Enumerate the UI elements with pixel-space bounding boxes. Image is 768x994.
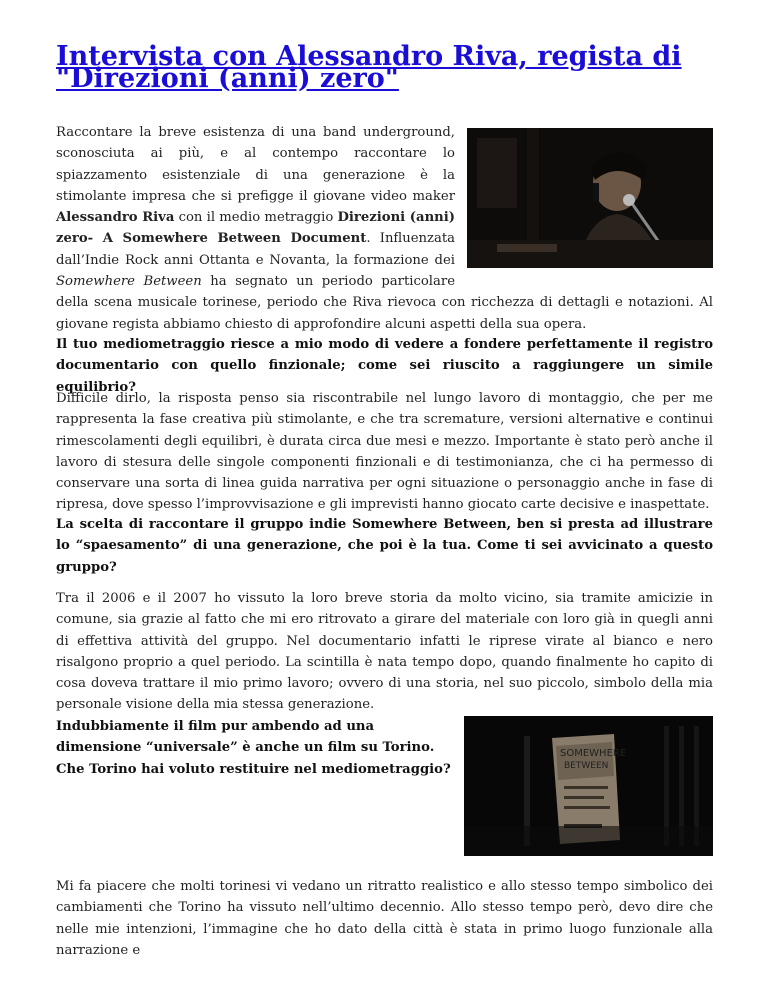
director-name: Alessandro Riva bbox=[56, 210, 175, 226]
intro-text-1: Raccontare la breve esistenza di una band underground, sconosciuta ai più, e al contempo raccontare lo spiazzamento esistenziale di una generazione è la stimolante impresa che si prefigge il giovane video maker bbox=[56, 125, 455, 204]
answer-3: Mi fa piacere che molti torinesi vi vedano un ritratto realistico e allo stesso tempo simbolico dei cambiamenti che Torino ha vissuto nell’ultimo decennio. Allo stesso tempo però, devo dire che nelle mie intenzioni, l’immagine che ho dato della città è stata in primo luogo funzionale alla narrazione e bbox=[56, 879, 713, 958]
intro-section bbox=[56, 122, 713, 335]
musician-photo-drawing bbox=[467, 128, 713, 268]
question-1: Il tuo mediometraggio riesce a mio modo di vedere a fondere perfettamente il registro documentario con quello finzionale; come sei riuscito a raggiungere un simile equilibrio? bbox=[56, 337, 713, 395]
question-2: La scelta di raccontare il gruppo indie Somewhere Between, ben si presta ad illustrare lo “spaesamento” di una generazione, che poi è la tua. Come ti sei avvicinato a questo gruppo? bbox=[56, 517, 713, 575]
answer-2: Tra il 2006 e il 2007 ho vissuto la loro breve storia da molto vicino, sia tramite amicizie in comune, sia grazie al fatto che mi ero ritrovato a girare del materiale con loro già in quegli anni di effettiva attività del gruppo. Nel documentario infatti le riprese virate al bianco e nero risalgono proprio a quel periodo. La scintilla è nata tempo dopo, quando finalmente ho capito di cosa doveva trattare il mio primo lavoro; ovvero di una storia, nel suo piccolo, simbolo della mia personale visione della mia stessa generazione. bbox=[56, 591, 713, 713]
question-3: Indubbiamente il film pur ambendo ad una dimensione “universale” è anche un film su Torino. Che Torino hai voluto restituire nel mediometraggio? bbox=[56, 719, 451, 777]
musician-photo bbox=[467, 128, 713, 268]
answer-1: Difficile dirlo, la risposta penso sia riscontrabile nel lungo lavoro di montaggio, che per me rappresenta la fase creativa più stimolante, e che tra scremature, versioni alternative e continui rimescolamenti degli equilibri, è durata circa due mesi e mezzo. Importante è stato però anche il lavoro di stesura delle singole componenti finzionali e di testimonianza, che ci ha permesso di conservare una sorta di linea guida narrativa per ogni situazione o personaggio anche in fase di ripresa, dove spesso l’improvvisazione e gli imprevisti hanno giocato carte decisive e inaspettate. bbox=[56, 391, 713, 513]
qa-2-answer bbox=[56, 588, 713, 716]
qa-3 bbox=[56, 716, 713, 860]
poster-photo-drawing bbox=[464, 716, 713, 856]
intro-text-4: ha segnato un periodo particolare della scena musicale torinese, periodo che Riva rievoca con ricchezza di dettagli e notazioni. Al giovane regista abbiamo chiesto di approfondire alcuni aspetti della sua opera. bbox=[56, 274, 713, 332]
film-title: Direzioni (anni) zero- A Somewhere Between Document bbox=[56, 210, 455, 247]
article-title-link[interactable]: Intervista con Alessandro Riva, regista di "Direzioni (anni) zero" bbox=[56, 41, 682, 94]
qa-3-answer bbox=[56, 876, 713, 961]
qa-1-answer bbox=[56, 388, 713, 516]
article-title bbox=[56, 41, 713, 94]
poster-photo bbox=[464, 716, 713, 856]
poster-title-line-2: BETWEEN bbox=[564, 761, 609, 771]
intro-text-3: . Influenzata dall’Indie Rock anni Ottanta e Novanta, la formazione dei bbox=[56, 231, 455, 268]
band-name: Somewhere Between bbox=[56, 274, 202, 290]
qa-2 bbox=[56, 514, 713, 578]
poster-title-line-1: SOMEWHERE bbox=[560, 748, 627, 759]
intro-text-2: con il medio metraggio bbox=[174, 210, 338, 226]
